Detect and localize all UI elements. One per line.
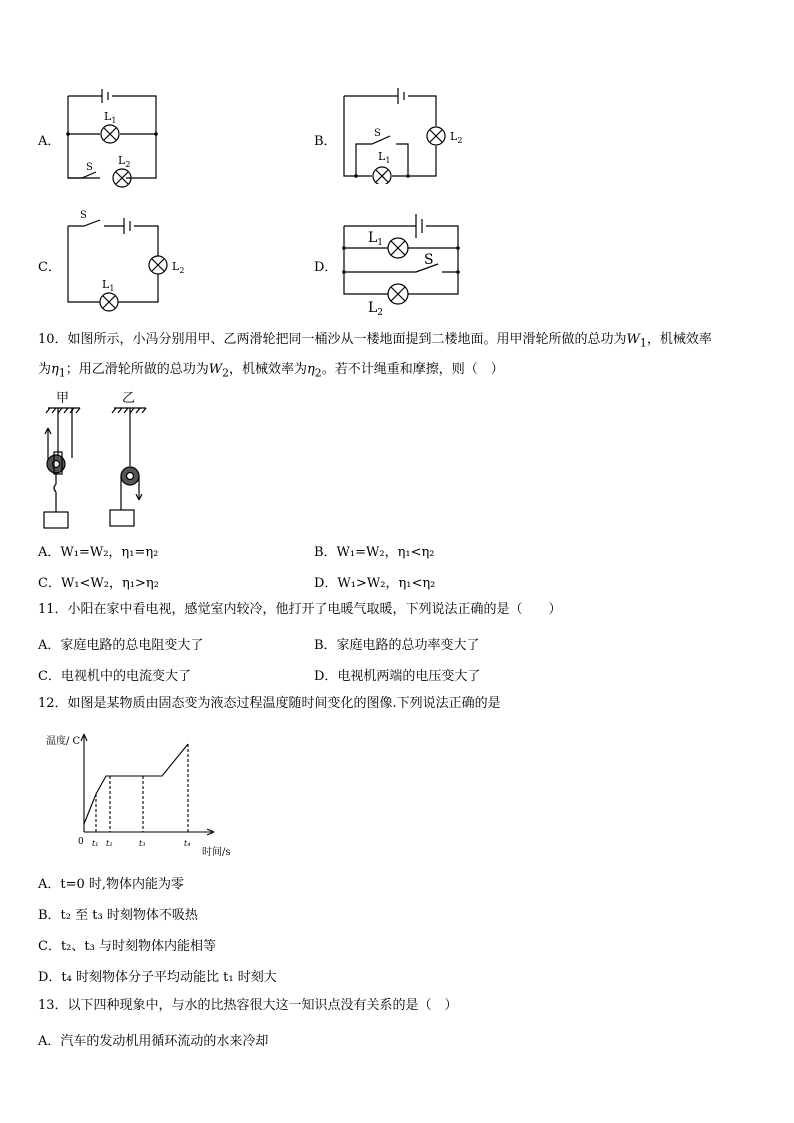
q12-stem: 12．如图是某物质由固态变为液态过程温度随时间变化的图像.下列说法正确的是 — [38, 696, 501, 711]
circuit-diagram-c — [60, 206, 200, 316]
svg-text:L1: $L_1$ — [368, 230, 384, 248]
pulley-diagram — [36, 388, 166, 533]
tick-t2: t₂ — [106, 839, 113, 848]
option-c-label: C． — [38, 260, 61, 275]
graph-ylabel: 温度/ C — [46, 736, 81, 747]
tick-t1: t₁ — [92, 839, 99, 848]
circuit-diagram-d — [338, 206, 468, 316]
q13-option-a[interactable]: A．汽车的发动机用循环流动的水来冷却 — [38, 1034, 269, 1049]
label-s: S — [86, 162, 93, 173]
tick-t3: t₃ — [139, 839, 146, 848]
tick-t4: t₄ — [184, 839, 191, 848]
q10-option-c[interactable]: C．W₁<W₂，η₁>η₂ — [38, 576, 159, 591]
option-d-label: D． — [314, 260, 338, 275]
svg-text:L2: $L_2$ — [368, 300, 384, 316]
q10-stem-line1: 10．如图所示，小冯分别用甲、乙两滑轮把同一桶沙从一楼地面提到二楼地面。用甲滑轮所做的总功为$W_1$，机械效率 — [38, 332, 712, 350]
label-l2: $L_2$ — [118, 154, 131, 169]
q11-option-d[interactable]: D．电视机两端的电压变大了 — [314, 669, 481, 684]
label-yi: 乙 — [122, 391, 136, 406]
graph-xlabel: 时间/s — [202, 847, 231, 858]
svg-text:S: S — [80, 210, 87, 221]
q12-option-d[interactable]: D．t₄ 时刻物体分子平均动能比 t₁ 时刻大 — [38, 970, 277, 985]
graph-origin: 0 — [78, 837, 84, 847]
q11-option-c[interactable]: C．电视机中的电流变大了 — [38, 669, 191, 684]
q12-option-a[interactable]: A．t=0 时,物体内能为零 — [38, 877, 185, 892]
q10-option-a[interactable]: A．W₁=W₂，η₁=η₂ — [38, 545, 159, 560]
option-a-label: A． — [38, 134, 61, 149]
svg-text:S: S — [374, 128, 381, 139]
svg-text:L1: $L_1$ — [378, 150, 391, 165]
svg-text:L2: $L_2$ — [172, 260, 185, 275]
circuit-diagram-a — [60, 84, 164, 188]
q12-option-c[interactable]: C．t₂、t₃ 与时刻物体内能相等 — [38, 939, 216, 954]
q10-option-b[interactable]: B．W₁=W₂，η₁<η₂ — [314, 545, 435, 560]
svg-text:L2: $L_2$ — [450, 130, 463, 145]
svg-text:L1: $L_1$ — [102, 278, 115, 293]
q10-option-d[interactable]: D．W₁>W₂，η₁<η₂ — [314, 576, 436, 591]
q10-stem-line2: 为$\eta_1$；用乙滑轮所做的总功为$W_2$，机械效率为$\eta_2$。若不计绳重和摩擦，则（ ） — [38, 362, 504, 380]
label-l1: $L_1$ — [104, 110, 117, 125]
q11-option-a[interactable]: A．家庭电路的总电阻变大了 — [38, 638, 204, 653]
q13-stem: 13．以下四种现象中，与水的比热容很大这一知识点没有关系的是（ ） — [38, 998, 458, 1013]
q11-stem: 11．小阳在家中看电视，感觉室内较冷，他打开了电暖气取暖，下列说法正确的是（ ） — [38, 602, 562, 617]
label-jia: 甲 — [56, 391, 70, 406]
q12-option-b[interactable]: B．t₂ 至 t₃ 时刻物体不吸热 — [38, 908, 198, 923]
circuit-diagram-b — [336, 84, 472, 184]
q11-option-b[interactable]: B．家庭电路的总功率变大了 — [314, 638, 480, 653]
option-b-label: B． — [314, 134, 337, 149]
temperature-graph — [44, 728, 244, 860]
svg-text:S: S — [424, 252, 434, 268]
